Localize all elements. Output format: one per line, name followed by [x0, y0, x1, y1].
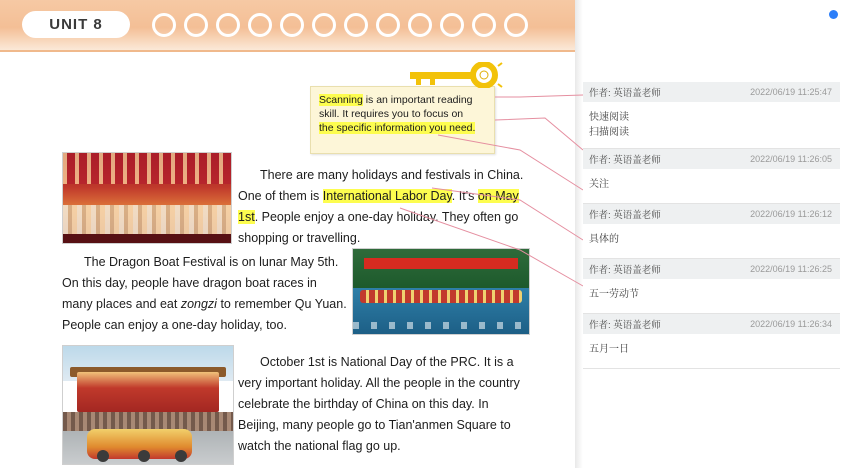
status-dot-icon	[829, 10, 838, 19]
comment-timestamp: 2022/06/19 11:25:47	[750, 87, 832, 97]
list-item[interactable]	[583, 314, 840, 369]
comment-author: 作者: 英语盖老师	[589, 210, 661, 221]
ring-decoration-icon	[216, 13, 240, 37]
scanning-callout	[310, 86, 495, 154]
comment-timestamp: 2022/06/19 11:26:34	[750, 319, 832, 329]
ring-decoration-icon	[344, 13, 368, 37]
p1-text-c: . People enjoy a one-day holiday. They often go shopping or travelling.	[238, 210, 519, 245]
ring-decoration-icon	[280, 13, 304, 37]
comment-body	[583, 279, 840, 313]
comment-body	[583, 102, 840, 148]
note-highlight-scanning: Scanning	[319, 94, 363, 106]
decorative-ring-row	[152, 8, 552, 42]
key-icon	[410, 62, 506, 88]
photo-tiananmen-parade	[62, 345, 234, 465]
list-item[interactable]	[583, 82, 840, 149]
unit-label: UNIT 8	[49, 16, 103, 33]
comment-timestamp: 2022/06/19 11:26:05	[750, 154, 832, 164]
list-item[interactable]	[583, 149, 840, 204]
comment-meta	[583, 259, 840, 279]
note-highlight-specific: the specific information you need.	[319, 122, 476, 134]
p3-text: October 1st is National Day of the PRC. It is a very important holiday. All the people in the country celebrate the birthday of China on this day. In Beijing, many people go to Tian'anmen Square to watch the national flag go up.	[238, 355, 520, 453]
ring-decoration-icon	[504, 13, 528, 37]
comment-author: 作者: 英语盖老师	[589, 265, 661, 276]
photo-dragon-boat-race	[352, 248, 530, 335]
comment-meta	[583, 82, 840, 102]
p2-italic-zongzi: zongzi	[180, 297, 217, 311]
ring-decoration-icon	[472, 13, 496, 37]
comments-rail	[583, 0, 848, 468]
comment-body-line: 具体的	[589, 234, 619, 245]
p2-text-b: to remember Qu Yuan. People can enjoy a one-day holiday, too.	[62, 297, 347, 332]
comment-body-line: 五月一日	[589, 344, 629, 355]
p1-highlight-labor-day: International Labor Day	[322, 189, 452, 203]
comment-author: 作者: 英语盖老师	[589, 155, 661, 166]
photo-stage-performance	[62, 152, 232, 244]
ring-decoration-icon	[152, 13, 176, 37]
ring-decoration-icon	[312, 13, 336, 37]
comment-body	[583, 224, 840, 258]
note-line1-rest: is an important reading	[362, 94, 473, 106]
comment-meta	[583, 314, 840, 334]
unit-header-band	[0, 0, 575, 52]
comment-body-line: 扫描阅读	[589, 127, 629, 138]
page-gutter	[575, 0, 583, 468]
comment-body	[583, 169, 840, 203]
list-item[interactable]	[583, 259, 840, 314]
p1-highlight-may-first: on May 1st	[238, 189, 519, 224]
ring-decoration-icon	[248, 13, 272, 37]
comment-author: 作者: 英语盖老师	[589, 88, 661, 99]
comment-body-line: 快速阅读	[589, 112, 629, 123]
ring-decoration-icon	[440, 13, 464, 37]
comment-meta	[583, 204, 840, 224]
comment-author: 作者: 英语盖老师	[589, 320, 661, 331]
paragraph-national-day	[238, 352, 528, 457]
paragraph-dragon-boat	[62, 252, 347, 336]
paragraph-labor-day	[238, 165, 528, 249]
unit-badge	[22, 11, 130, 38]
p1-text-b: . It's	[451, 189, 478, 203]
ring-decoration-icon	[184, 13, 208, 37]
ring-decoration-icon	[408, 13, 432, 37]
p2-text-a: The Dragon Boat Festival is on lunar May 5th. On this day, people have dragon boat races in many places and eat	[62, 255, 339, 311]
note-line2: skill. It requires you to focus on	[319, 108, 464, 120]
p1-text-a: There are many holidays and festivals in China. One of them is	[238, 168, 524, 203]
list-item[interactable]	[583, 204, 840, 259]
comment-list	[583, 82, 840, 369]
comment-meta	[583, 149, 840, 169]
ring-decoration-icon	[376, 13, 400, 37]
comment-body	[583, 334, 840, 368]
sticky-note	[310, 86, 495, 154]
comment-body-line: 关注	[589, 179, 609, 190]
comment-body-line: 五一劳动节	[589, 289, 639, 300]
comment-timestamp: 2022/06/19 11:26:25	[750, 264, 832, 274]
comment-timestamp: 2022/06/19 11:26:12	[750, 209, 832, 219]
